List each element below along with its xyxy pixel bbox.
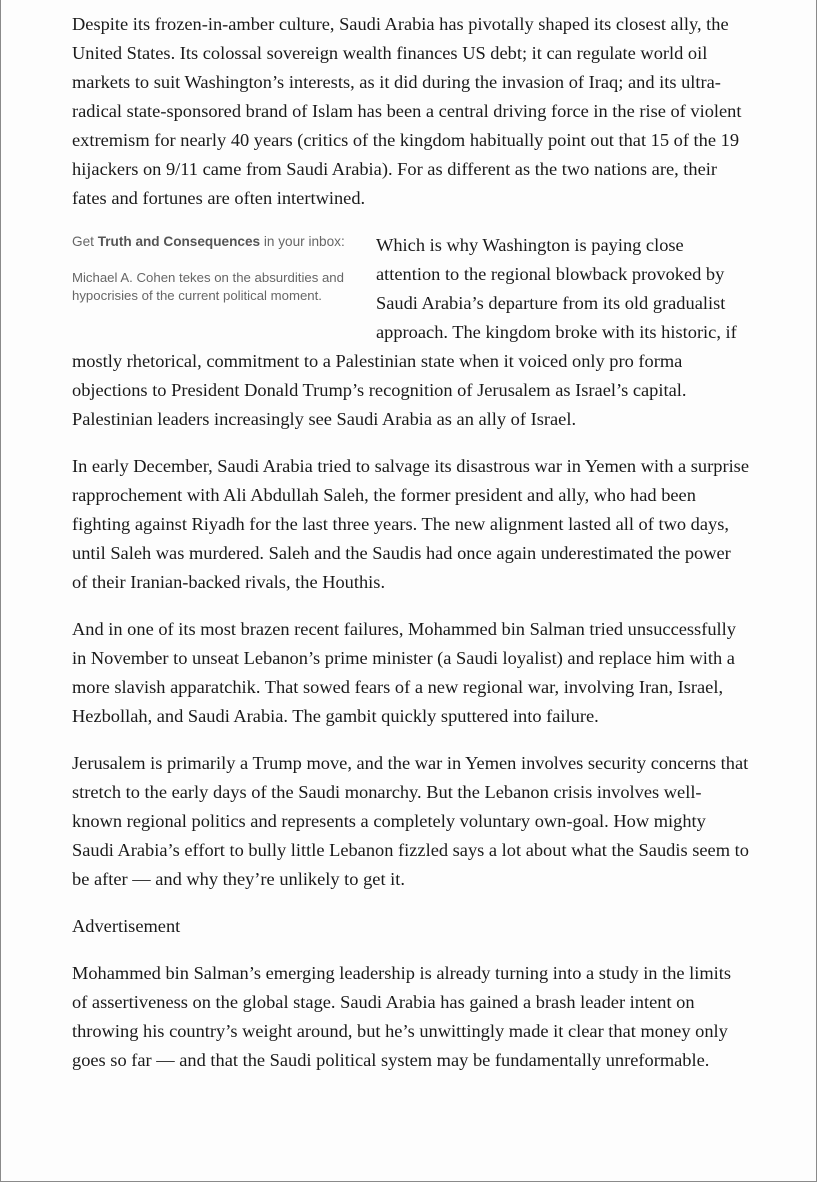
article-paragraph-2: Which is why Washington is paying close attention to the regional blowback provoked by Saudi Arabia’s departure from its old gradualist approach. The kingdom broke with its historic, if mostly rhetorical, commitment to a Palestinian state when it voiced only pro forma objections to President Donald Trump’s recognition of Jerusalem as Israel’s capital. Palestinian leaders increasingly see Saudi Arabia as an ally of Israel. [72, 235, 737, 429]
article-paragraph-5: Jerusalem is primarily a Trump move, and the war in Yemen involves security concerns that stretch to the early days of the Saudi monarchy. But the Lebanon crisis involves well-known regional politics and represents a completely voluntary own-goal. How mighty Saudi Arabia’s effort to bully little Lebanon fizzled says a lot about what the Saudis seem to be after — and why they’re unlikely to get it. [72, 753, 749, 889]
article-paragraph-6: Mohammed bin Salman’s emerging leadership is already turning into a study in the limits of assertiveness on the global stage. Saudi Arabia has gained a brash leader intent on throwing his country’s weight around, but he’s unwittingly made it clear that money only goes so far — and that the Saudi political system may be fundamentally unreformable. [72, 963, 732, 1070]
article-paragraph-4: And in one of its most brazen recent failures, Mohammed bin Salman tried unsuccessfully in November to unseat Lebanon’s prime minister (a Saudi loyalist) and replace him with a more slavish apparatchik. That sowed fears of a new regional war, involving Iran, Israel, Hezbollah, and Saudi Arabia. The gambit quickly sputtered into failure. [72, 619, 736, 726]
newsletter-promo-heading[interactable] [72, 233, 354, 251]
newsletter-name[interactable]: Truth and Consequences [97, 234, 261, 249]
newsletter-promo-prefix: Get [72, 234, 98, 249]
article-paragraph-1: Despite its frozen-in-amber culture, Saudi Arabia has pivotally shaped its closest ally, the United States. Its colossal sovereign wealth finances US debt; it can regulate world oil markets to suit Washington’s interests, as it did during the invasion of Iraq; and its ultra-radical state-sponsored brand of Islam has been a central driving force in the rise of violent extremism for nearly 40 years (critics of the kingdom habitually point out that 15 of the 19 hijackers on 9/11 came from Saudi Arabia). For as different as the two nations are, their fates and fortunes are often intertwined. [72, 14, 742, 208]
newsletter-promo[interactable] [72, 233, 354, 323]
article-body [72, 10, 750, 1093]
article-paragraph-3: In early December, Saudi Arabia tried to salvage its disastrous war in Yemen with a surprise rapprochement with Ali Abdullah Saleh, the former president and ally, who had been fighting against Riyadh for the last three years. The new alignment lasted all of two days, until Saleh was murdered. Saleh and the Saudis had once again underestimated the power of their Iranian-backed rivals, the Houthis. [72, 456, 749, 592]
advertisement-label: Advertisement [72, 916, 181, 936]
newsletter-promo-suffix: in your inbox: [260, 234, 345, 249]
newsletter-promo-description: Michael A. Cohen tekes on the absurdities and hypocrisies of the current political moment. [72, 270, 344, 303]
